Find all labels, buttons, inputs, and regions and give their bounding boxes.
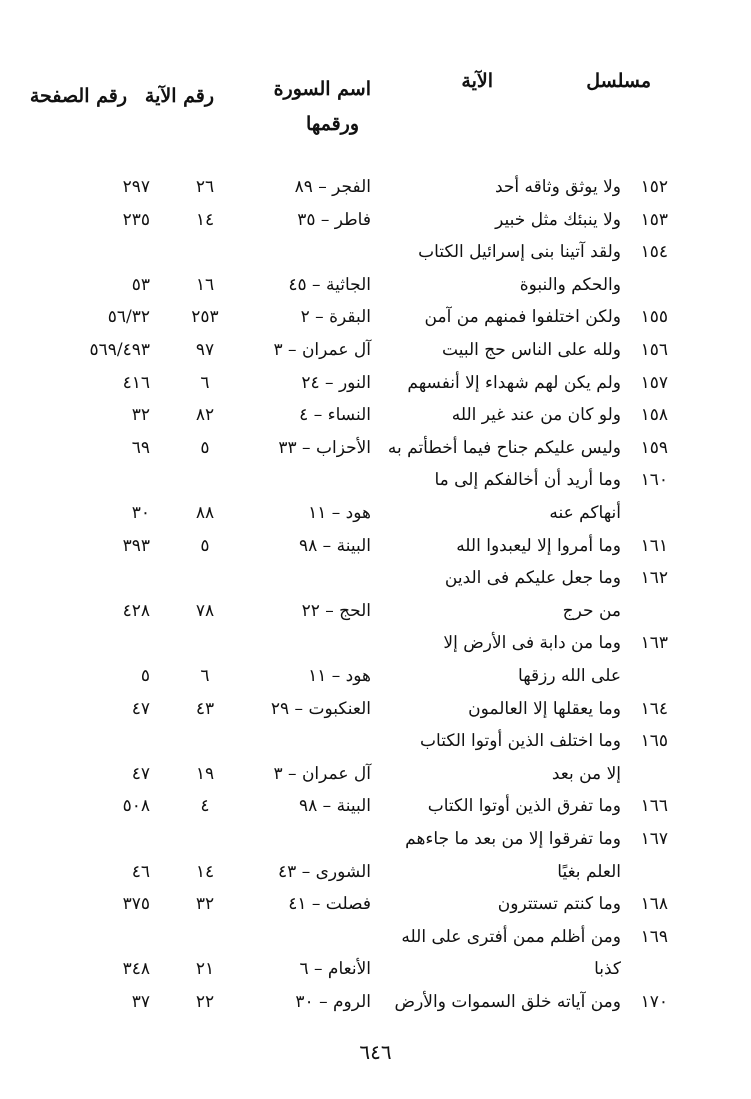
page-reference: ٣٩٣ bbox=[122, 535, 150, 556]
serial-number: ١٦٩ bbox=[640, 926, 668, 947]
surah-name-number: آل عمران – ٣ bbox=[273, 340, 371, 360]
serial-number: ١٥٥ bbox=[640, 307, 668, 328]
verse-number: ٢٥٣ bbox=[191, 307, 219, 328]
surah-name-number: الأنعام – ٦ bbox=[299, 959, 371, 980]
surah-name-number: الروم – ٣٠ bbox=[295, 992, 371, 1012]
surah-name-number: الفجر – ٨٩ bbox=[294, 177, 371, 197]
ayah-text-continuation: أنهاكم عنه bbox=[549, 503, 621, 523]
surah-name-number: البقرة – ٢ bbox=[300, 307, 371, 328]
ayah-text-continuation: من حرج bbox=[562, 600, 621, 621]
table-row bbox=[0, 498, 751, 528]
verse-number: ٥ bbox=[200, 535, 210, 556]
page-reference: ٣٠ bbox=[131, 503, 150, 523]
page-reference: ٤٧ bbox=[131, 763, 150, 784]
serial-number: ١٥٨ bbox=[640, 405, 668, 426]
ayah-text: ولقد آتينا بنى إسرائيل الكتاب bbox=[418, 242, 621, 263]
table-row bbox=[0, 889, 751, 919]
table-row bbox=[0, 661, 751, 691]
table-row bbox=[0, 694, 751, 724]
surah-name-number: البينة – ٩٨ bbox=[299, 535, 371, 556]
page-reference: ٦٩ bbox=[131, 437, 150, 458]
table-row bbox=[0, 335, 751, 365]
table-row bbox=[0, 465, 751, 495]
table-row bbox=[0, 987, 751, 1017]
serial-number: ١٦٤ bbox=[640, 698, 668, 719]
surah-name-number: هود – ١١ bbox=[308, 503, 371, 523]
verse-number: ٦ bbox=[200, 666, 210, 686]
surah-name-number: النساء – ٤ bbox=[299, 405, 371, 426]
header-page-number: رقم الصفحة bbox=[29, 85, 127, 107]
verse-number: ٣٢ bbox=[195, 894, 215, 915]
page-reference: ٥ bbox=[140, 666, 150, 686]
serial-number: ١٥٧ bbox=[640, 372, 668, 393]
surah-name-number: الأحزاب – ٣٣ bbox=[278, 437, 371, 458]
serial-number: ١٦٧ bbox=[640, 829, 668, 849]
ayah-text: ولو كان من عند غير الله bbox=[451, 405, 621, 426]
verse-number: ١٩ bbox=[195, 763, 215, 784]
ayah-text-continuation: كذبا bbox=[594, 959, 621, 980]
surah-name-number: العنكبوت – ٢٩ bbox=[270, 698, 371, 719]
verse-number: ٢٦ bbox=[195, 177, 215, 197]
page-reference: ٥٦/٣٢ bbox=[107, 307, 150, 328]
ayah-text: وما تفرق الذين أوتوا الكتاب bbox=[427, 796, 621, 817]
ayah-text: وما كنتم تستترون bbox=[497, 894, 621, 915]
verse-number: ٥ bbox=[200, 437, 210, 458]
table-row bbox=[0, 205, 751, 235]
table-row bbox=[0, 791, 751, 821]
verse-number: ٨٢ bbox=[195, 405, 215, 426]
verse-number: ٤ bbox=[200, 796, 210, 817]
table-row bbox=[0, 368, 751, 398]
serial-number: ١٦١ bbox=[640, 535, 668, 556]
table-row bbox=[0, 302, 751, 332]
page-number: ٦٤٦ bbox=[359, 1040, 392, 1064]
page-reference: ٤٧ bbox=[131, 698, 150, 719]
table-row bbox=[0, 270, 751, 300]
serial-number: ١٥٤ bbox=[640, 242, 668, 263]
ayah-text: ولله على الناس حج البيت bbox=[442, 340, 621, 360]
verse-number: ٢١ bbox=[195, 959, 215, 980]
table-row bbox=[0, 596, 751, 626]
page-reference: ٤٢٨ bbox=[122, 600, 150, 621]
ayah-text: ولم يكن لهم شهداء إلا أنفسهم bbox=[407, 372, 621, 393]
ayah-text-continuation: والحكم والنبوة bbox=[519, 274, 621, 295]
ayah-text: ومن أظلم ممن أفترى على الله bbox=[401, 926, 621, 947]
ayah-text: ولا يوثق وثاقه أحد bbox=[494, 177, 621, 197]
table-row bbox=[0, 628, 751, 658]
verse-number: ٩٧ bbox=[195, 340, 215, 360]
ayah-text-continuation: إلا من بعد bbox=[551, 763, 621, 784]
page-reference: ٢٩٧ bbox=[122, 177, 150, 197]
verse-number: ١٤ bbox=[195, 209, 215, 230]
table-row bbox=[0, 400, 751, 430]
serial-number: ١٦٠ bbox=[640, 470, 668, 491]
verse-number: ٢٢ bbox=[195, 992, 215, 1012]
surah-name-number: فاطر – ٣٥ bbox=[297, 209, 371, 230]
serial-number: ١٧٠ bbox=[640, 992, 668, 1012]
ayah-text: وما أريد أن أخالفكم إلى ما bbox=[434, 470, 621, 491]
serial-number: ١٥٢ bbox=[640, 177, 668, 197]
header-serial: مسلسل bbox=[586, 70, 651, 92]
page-reference: ٥٠٨ bbox=[122, 796, 150, 817]
table-row bbox=[0, 954, 751, 984]
surah-name-number: الشورى – ٤٣ bbox=[278, 861, 371, 882]
page-reference: ٣٧٥ bbox=[122, 894, 150, 915]
serial-number: ١٦٦ bbox=[640, 796, 668, 817]
ayah-text: وما أمروا إلا ليعبدوا الله bbox=[456, 535, 621, 556]
table-row bbox=[0, 726, 751, 756]
surah-name-number: الحج – ٢٢ bbox=[301, 600, 371, 621]
header-ayah: الآية bbox=[461, 70, 493, 92]
ayah-text: وما اختلف الذين أوتوا الكتاب bbox=[420, 731, 621, 752]
serial-number: ١٥٣ bbox=[640, 209, 668, 230]
page-reference: ٣٢ bbox=[131, 405, 150, 426]
verse-number: ٨٨ bbox=[195, 503, 215, 523]
ayah-text: وما يعقلها إلا العالمون bbox=[468, 698, 621, 719]
page-reference: ٤١٦ bbox=[122, 372, 150, 393]
surah-name-number: النور – ٢٤ bbox=[301, 372, 371, 393]
ayah-text: وما جعل عليكم فى الدين bbox=[444, 568, 621, 589]
table-row bbox=[0, 759, 751, 789]
table-row bbox=[0, 922, 751, 952]
surah-name-number: الجاثية – ٤٥ bbox=[288, 274, 371, 295]
serial-number: ١٦٨ bbox=[640, 894, 668, 915]
verse-number: ٦ bbox=[200, 372, 210, 393]
surah-name-number: البينة – ٩٨ bbox=[299, 796, 371, 817]
table-row bbox=[0, 237, 751, 267]
verse-number: ١٦ bbox=[195, 274, 215, 295]
header-verse-number: رقم الآية bbox=[144, 85, 214, 107]
serial-number: ١٥٩ bbox=[640, 437, 668, 458]
verse-number: ١٤ bbox=[195, 861, 215, 882]
page-reference: ٣٤٨ bbox=[122, 959, 150, 980]
page-reference: ٥٣ bbox=[131, 274, 150, 295]
table-row bbox=[0, 857, 751, 887]
ayah-text: ولا ينبئك مثل خبير bbox=[495, 209, 621, 230]
page-reference: ٥٦٩/٤٩٣ bbox=[89, 340, 150, 360]
header-surah-line1: اسم السورة bbox=[273, 78, 371, 100]
surah-name-number: آل عمران – ٣ bbox=[273, 763, 371, 784]
ayah-text: ومن آياته خلق السموات والأرض bbox=[394, 992, 621, 1012]
table-row bbox=[0, 172, 751, 202]
ayah-text: وما من دابة فى الأرض إلا bbox=[443, 633, 621, 654]
verse-number: ٤٣ bbox=[195, 698, 215, 719]
surah-name-number: هود – ١١ bbox=[308, 666, 371, 686]
ayah-text-continuation: على الله رزقها bbox=[518, 666, 621, 686]
header-surah-line2: ورقمها bbox=[306, 113, 359, 135]
serial-number: ١٦٢ bbox=[640, 568, 668, 589]
surah-name-number: فصلت – ٤١ bbox=[288, 894, 371, 915]
page-reference: ٢٣٥ bbox=[122, 209, 150, 230]
verse-number: ٧٨ bbox=[195, 600, 215, 621]
ayah-text-continuation: العلم بغيًا bbox=[557, 861, 621, 882]
table-row bbox=[0, 824, 751, 854]
serial-number: ١٦٥ bbox=[640, 731, 668, 752]
serial-number: ١٥٦ bbox=[640, 340, 668, 360]
ayah-text: وما تفرقوا إلا من بعد ما جاءهم bbox=[405, 829, 621, 849]
page-reference: ٣٧ bbox=[131, 992, 150, 1012]
ayah-text: وليس عليكم جناح فيما أخطأتم به bbox=[387, 437, 621, 458]
page-reference: ٤٦ bbox=[131, 861, 150, 882]
table-row bbox=[0, 433, 751, 463]
serial-number: ١٦٣ bbox=[640, 633, 668, 654]
table-row bbox=[0, 531, 751, 561]
table-row bbox=[0, 563, 751, 593]
ayah-text: ولكن اختلفوا فمنهم من آمن bbox=[424, 307, 621, 328]
